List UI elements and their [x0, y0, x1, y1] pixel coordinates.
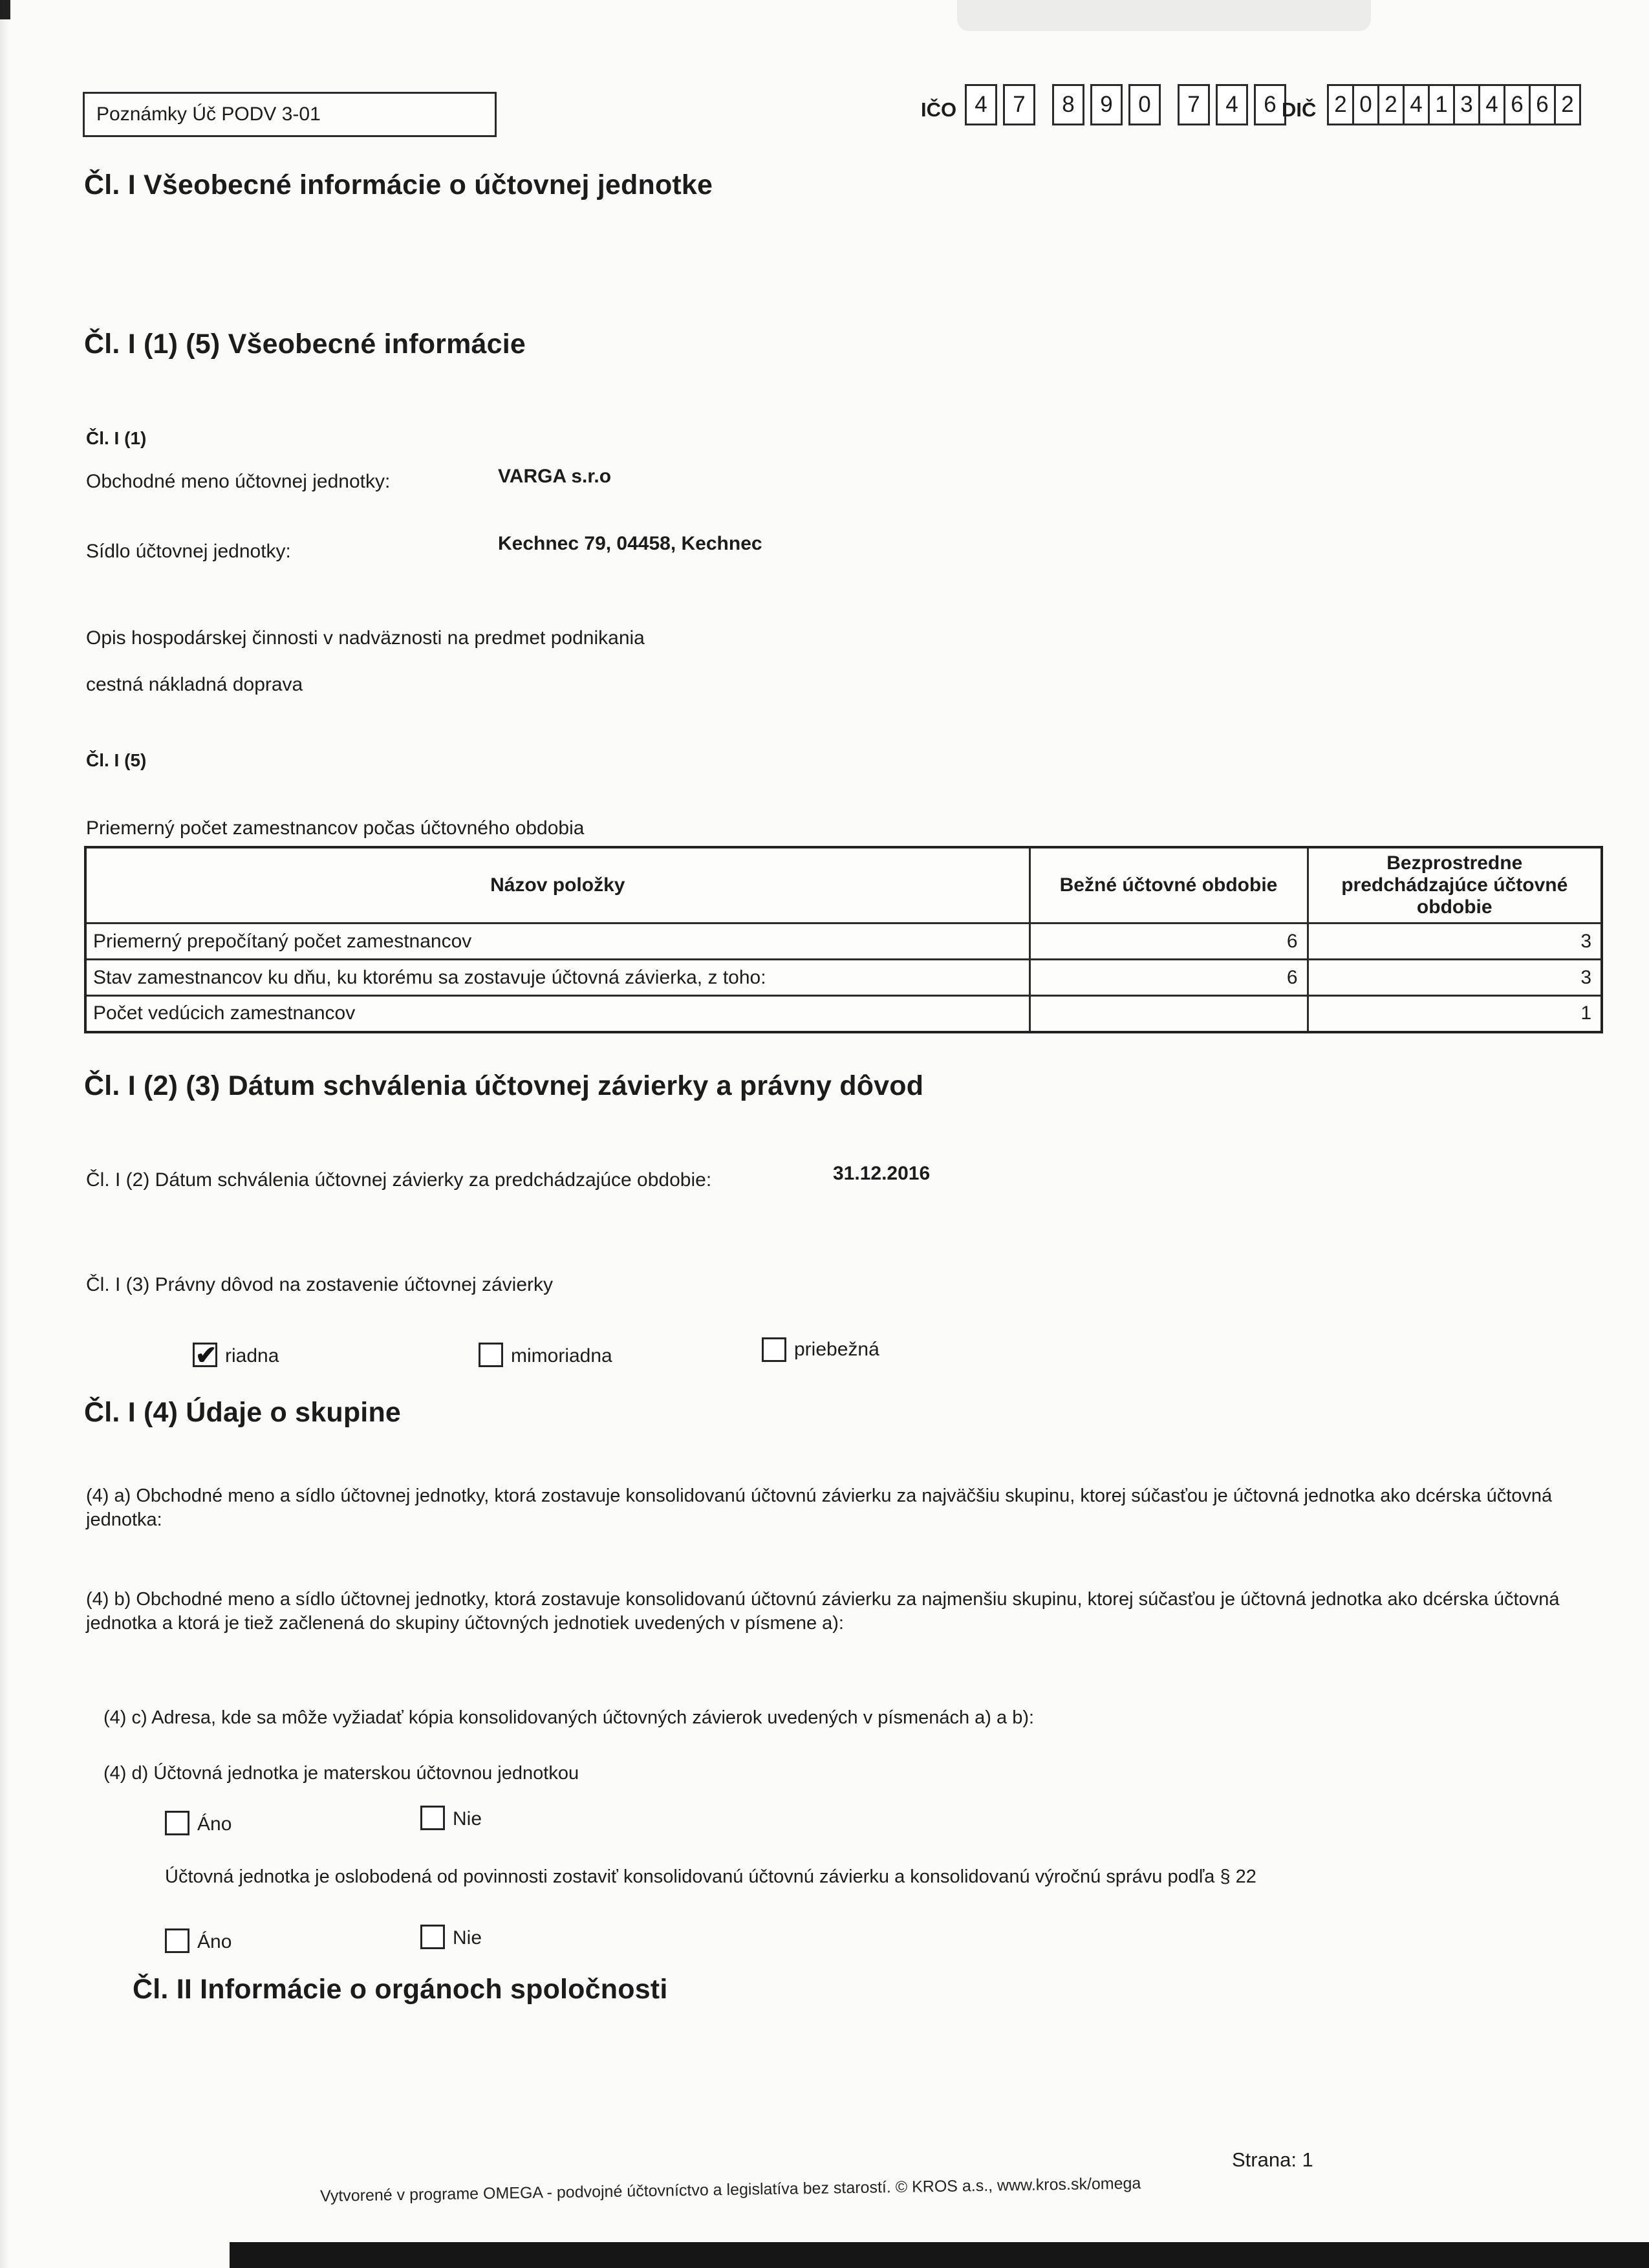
checkbox-mimoriadna-label: mimoriadna [511, 1345, 612, 1366]
ico-digit: 4 [1216, 84, 1248, 125]
checkbox-riadna[interactable] [193, 1343, 217, 1367]
checkbox-mimoriadna[interactable] [479, 1343, 503, 1367]
ico-digit: 6 [1254, 84, 1286, 125]
checkbox-exemption-nie[interactable] [420, 1925, 445, 1949]
table-header-row [85, 847, 1602, 923]
activity-label: Opis hospodárskej činnosti v nadväznosti na predmet podnikania [86, 627, 645, 649]
para-4b: (4) b) Obchodné meno a sídlo účtovnej jednotky, ktorá zostavuje konsolidovanú účtovnú závierku za najmenšiu skupinu, ktorej súčasťou je účtovná jednotka ako dcérska účtovná jednotka a ktorá je tiež začlenená do skupiny účtovných jednotiek uvedených v písmene a): [86, 1589, 1560, 1634]
row-previous-value: 3 [1308, 960, 1602, 996]
dic-digit: 6 [1503, 84, 1531, 125]
row-previous-value: 3 [1308, 923, 1602, 960]
checkbox-exemption-ano[interactable] [165, 1928, 189, 1953]
row-current-value [1029, 996, 1308, 1032]
ico-digit: 9 [1090, 84, 1123, 125]
checkbox-priebezna-label: priebežná [794, 1339, 879, 1360]
seat-value: Kechnec 79, 04458, Kechnec [498, 533, 762, 554]
table-row [85, 996, 1602, 1032]
employees-caption: Priemerný počet zamestnancov počas účtovného obdobia [86, 817, 585, 839]
row-name: Stav zamestnancov ku dňu, ku ktorému sa zostavuje účtovná závierka, z toho: [85, 960, 1029, 996]
business-name-label: Obchodné meno účtovnej jednotky: [86, 471, 391, 492]
checkbox-priebezna[interactable] [762, 1337, 786, 1362]
ico-digit: 4 [965, 84, 997, 125]
para-4d: (4) d) Účtovná jednotka je materskou účtovnou jednotkou [103, 1763, 579, 1784]
dic-digit-boxes [1327, 84, 1581, 125]
dic-digit: 1 [1428, 84, 1455, 125]
dic-digit: 2 [1554, 84, 1581, 125]
form-code-box [83, 92, 497, 137]
dic-digit: 4 [1478, 84, 1505, 125]
checkbox-riadna-label: riadna [225, 1345, 279, 1366]
dic-digit: 2 [1377, 84, 1405, 125]
cl-i-5-label: Čl. I (5) [86, 750, 147, 770]
scan-artifact-bottom-strip [230, 2242, 1649, 2268]
row-current-value: 6 [1029, 960, 1308, 996]
section-1-title: Čl. I Všeobecné informácie o účtovnej jednotke [84, 169, 713, 200]
scan-artifact-top-shadow [957, 0, 1371, 31]
dic-label: DIČ [1282, 98, 1317, 121]
checkbox-4d-ano-label: Áno [197, 1813, 232, 1835]
dic-digit: 6 [1529, 84, 1556, 125]
section-2-3-title: Čl. I (2) (3) Dátum schválenia účtovnej závierky a právny dôvod [84, 1070, 924, 1101]
legal-reason-label: Čl. I (3) Právny dôvod na zostavenie účtovnej závierky [86, 1274, 554, 1295]
page-number: Strana: 1 [1232, 2148, 1313, 2171]
checkbox-exemption-nie-label: Nie [453, 1927, 482, 1949]
employees-table [84, 846, 1603, 1033]
activity-value: cestná nákladná doprava [86, 674, 303, 695]
col-header-current-period: Bežné účtovné obdobie [1029, 847, 1308, 923]
dic-digit: 4 [1403, 84, 1430, 125]
ico-digit: 7 [1178, 84, 1210, 125]
business-name-value: VARGA s.r.o [498, 466, 612, 487]
col-header-previous-period: Bezprostredne predchádzajúce účtovné obdobie [1308, 847, 1602, 923]
dic-digit: 3 [1453, 84, 1480, 125]
exemption-text: Účtovná jednotka je oslobodená od povinnosti zostaviť konsolidovanú účtovnú závierku a konsolidovanú výročnú správu podľa § 22 [165, 1866, 1256, 1887]
form-code-label: Poznámky Úč PODV 3-01 [96, 103, 321, 125]
ico-digit: 8 [1052, 84, 1084, 125]
col-header-name: Názov položky [85, 847, 1029, 923]
table-row [85, 960, 1602, 996]
approval-date-value: 31.12.2016 [833, 1163, 931, 1184]
scan-artifact-left-edge [0, 0, 9, 2268]
checkbox-4d-nie-label: Nie [453, 1808, 482, 1830]
row-name: Počet vedúcich zamestnancov [85, 996, 1029, 1032]
dic-digit: 2 [1327, 84, 1354, 125]
section-ii-title: Čl. II Informácie o orgánoch spoločnosti [133, 1974, 668, 2005]
row-previous-value: 1 [1308, 996, 1602, 1032]
ico-label: IČO [921, 98, 957, 121]
ico-digit-boxes [965, 84, 1286, 125]
cl-i-1-label: Čl. I (1) [86, 428, 147, 448]
checkbox-exemption-ano-label: Áno [197, 1931, 232, 1952]
footer-note: Vytvorené v programe OMEGA - podvojné účtovníctvo a legislatíva bez starostí. © KROS a.s., www.kros.sk/omega [319, 2174, 1141, 2205]
table-row [85, 923, 1602, 960]
checkbox-4d-ano[interactable] [165, 1811, 189, 1835]
section-4-title: Čl. I (4) Údaje o skupine [84, 1397, 402, 1428]
ico-digit: 7 [1003, 84, 1035, 125]
checkbox-4d-nie[interactable] [420, 1806, 445, 1830]
row-current-value: 6 [1029, 923, 1308, 960]
ico-digit: 0 [1128, 84, 1161, 125]
para-4a: (4) a) Obchodné meno a sídlo účtovnej jednotky, ktorá zostavuje konsolidovanú účtovnú závierku za najväčšiu skupinu, ktorej súčasťou je účtovná jednotka ako dcérska účtovná jednotka: [86, 1485, 1553, 1531]
section-1-5-subtitle: Čl. I (1) (5) Všeobecné informácie [84, 329, 526, 360]
seat-label: Sídlo účtovnej jednotky: [86, 541, 291, 562]
row-name: Priemerný prepočítaný počet zamestnancov [85, 923, 1029, 960]
dic-digit: 0 [1352, 84, 1379, 125]
approval-date-label: Čl. I (2) Dátum schválenia účtovnej závierky za predchádzajúce obdobie: [86, 1169, 712, 1191]
para-4c: (4) c) Adresa, kde sa môže vyžiadať kópia konsolidovaných účtovných závierok uvedených v písmenách a) a b): [103, 1707, 1035, 1728]
